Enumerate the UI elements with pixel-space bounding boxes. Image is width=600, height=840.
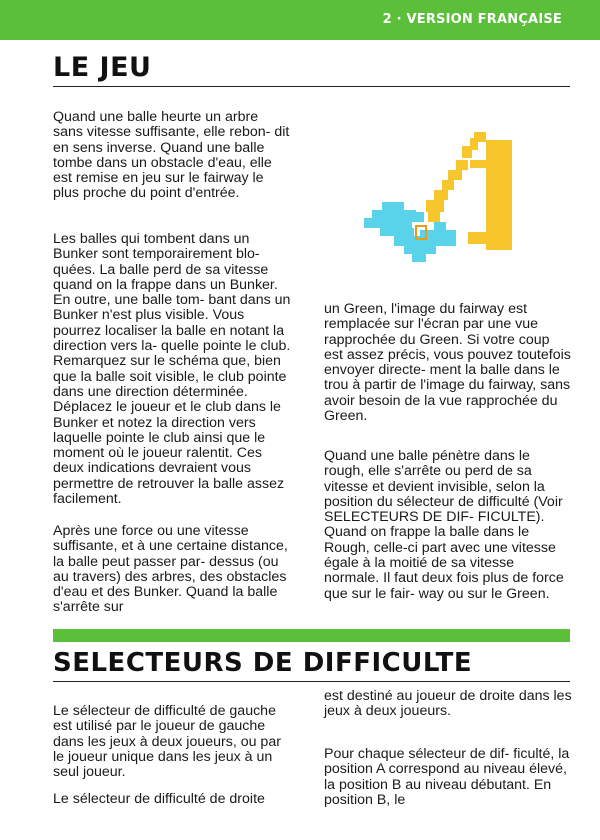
paragraph: un Green, l'image du fairway est remplacée sur l'écran par une vue rapprochée du Green. Si votre coup est assez précis, vous pouvez toutefois envoyer directe- ment la balle dans le trou à partir de l'image du fairway, sans avoir besoin de la vue rapprochée du Green. bbox=[324, 301, 571, 425]
header-bar bbox=[0, 0, 600, 40]
club-block bbox=[468, 232, 488, 244]
club-block bbox=[442, 180, 454, 190]
paragraph: Quand une balle pénètre dans le rough, elle s'arrête ou perd de sa vitesse et devient invisible, selon la position du sélecteur de difficulté (Voir SELECTEURS DE DIF- FICULTE). Quand on frappe la balle dans le Rough, celle-ci part avec une vitesse égale à la moitié de sa vitesse normale. Il faut deux fois plus de force que sur le fair- way ou sur le Green. bbox=[324, 448, 564, 602]
bunker-block bbox=[382, 202, 404, 210]
bunker-block bbox=[394, 236, 424, 246]
bunker-block bbox=[380, 228, 414, 236]
club-block bbox=[474, 132, 486, 142]
paragraph: Quand une balle heurte un arbre sans vitesse suffisante, elle rebon- dit en sens inverse. Quand une balle tombe dans un obstacle d'eau, elle est remise en jeu sur le fairway le plus proche du point d'entrée. bbox=[53, 109, 290, 202]
section-divider-band bbox=[53, 629, 570, 642]
club-block bbox=[486, 140, 512, 250]
paragraph: Le sélecteur de difficulté de gauche est utilisé par le joueur de gauche dans les jeux à deux joueurs, ou par le joueur unique dans les jeux à un seul joueur. bbox=[53, 703, 281, 781]
bunker-block bbox=[400, 212, 424, 222]
header-label: 2 · VERSION FRANÇAISE bbox=[382, 12, 562, 27]
bunker-block bbox=[434, 222, 446, 232]
club-block bbox=[448, 170, 462, 180]
section-title-selecteurs: SELECTEURS DE DIFFICULTE bbox=[53, 648, 473, 678]
title-rule bbox=[53, 681, 570, 682]
club-block bbox=[470, 160, 486, 168]
paragraph: Pour chaque sélecteur de dif- ficulté, la position A correspond au niveau élevé, la position B au niveau débutant. En position B, le bbox=[324, 746, 570, 808]
title-rule bbox=[53, 86, 570, 87]
bunker-block bbox=[404, 246, 436, 254]
club-block bbox=[456, 160, 468, 170]
paragraph: Après une force ou une vitesse suffisante, et à une certaine distance, la balle peut passer par- dessus (ou au travers) des arbres, des obstacles d'eau et des Bunker. Quand la balle s'arrête sur bbox=[53, 523, 288, 616]
section-title-le-jeu: LE JEU bbox=[53, 52, 152, 83]
club-block bbox=[434, 190, 448, 200]
club-block bbox=[426, 200, 444, 212]
bunker-club-illustration bbox=[364, 132, 524, 267]
club-block bbox=[428, 212, 440, 222]
bunker-block bbox=[412, 254, 426, 262]
paragraph: est destiné au joueur de droite dans les jeux à deux joueurs. bbox=[324, 688, 572, 720]
paragraph: Les balles qui tombent dans un Bunker sont temporairement blo- quées. La balle perd de sa vitesse quand on la frappe dans un Bunker. En outre, une balle tom- bant dans un Bunker n'est plus visible. Vous pourrez localiser la balle en notant la direction vers la- quelle pointe le club. Remarquez sur le schéma que, bien que la balle soit visible, le club pointe dans une direction déterminée. Déplacez le joueur et le club dans le Bunker et notez la direction vers laquelle pointe le club ainsi que le moment où le joueur ralentit. Ces deux indications devraient vous permettre de retrouver la balle assez facilement. bbox=[53, 231, 291, 508]
paragraph: Le sélecteur de difficulté de droite bbox=[53, 791, 265, 807]
